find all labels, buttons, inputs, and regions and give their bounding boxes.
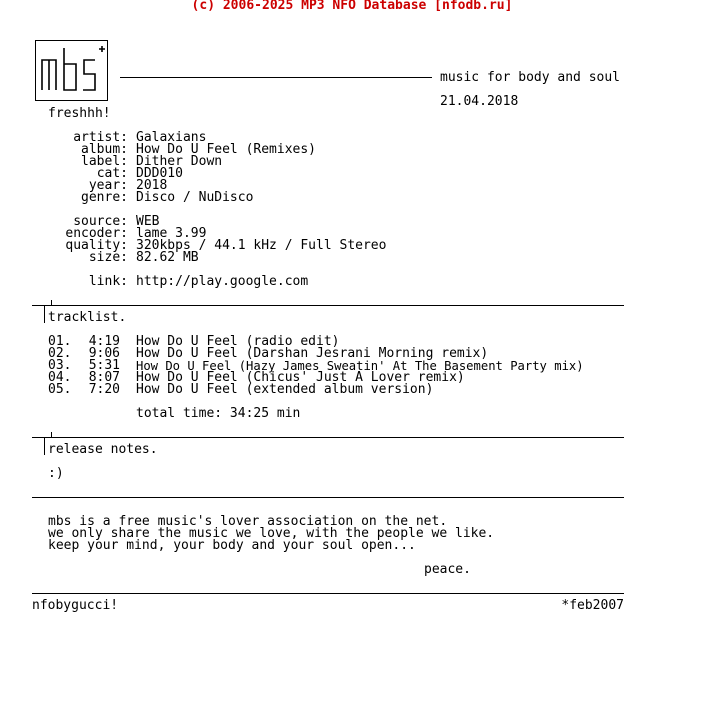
tracklist-rule — [32, 305, 624, 306]
footer-right: *feb2007 — [561, 598, 624, 613]
release-notes-heading: release notes. — [48, 442, 158, 457]
footer-rule — [32, 593, 624, 594]
source-value: WEB — [136, 214, 160, 229]
tagline: music for body and soul — [440, 70, 621, 85]
track-time: 9:06 — [88, 346, 120, 361]
track-title: How Do U Feel (extended album version) — [136, 382, 434, 397]
track-title: How Do U Feel (radio edit) — [136, 334, 340, 349]
track-title: How Do U Feel (Hazy James Sweatin' At The Basement Party mix) — [136, 359, 584, 373]
album-value: How Do U Feel (Remixes) — [136, 142, 317, 157]
link-value[interactable]: http://play.google.com — [136, 274, 309, 289]
tracklist-rule-corner — [44, 306, 45, 323]
encoder-label: encoder: — [65, 226, 128, 241]
quality-value: 320kbps / 44.1 kHz / Full Stereo — [136, 238, 387, 253]
size-label: size: — [88, 250, 128, 265]
about-rule — [32, 497, 624, 498]
encoder-value: lame 3.99 — [136, 226, 207, 241]
release-date: 21.04.2018 — [440, 94, 519, 109]
footer-left: nfobygucci! — [32, 598, 119, 613]
top-rule — [120, 77, 432, 78]
release-notes-rule-corner — [44, 438, 45, 455]
total-time: total time: 34:25 min — [136, 406, 301, 421]
track-number: 04. — [48, 370, 72, 385]
track-time: 4:19 — [88, 334, 120, 349]
track-number: 01. — [48, 334, 72, 349]
cat-value: DDD010 — [136, 166, 183, 181]
greeting: freshhh! — [48, 106, 111, 121]
track-time: 8:07 — [88, 370, 120, 385]
track-number: 05. — [48, 382, 72, 397]
tracklist-rule-tick — [51, 300, 52, 305]
track-title: How Do U Feel (Darshan Jesrani Morning remix) — [136, 346, 489, 361]
site-header: (c) 2006-2025 MP3 NFO Database [nfodb.ru] — [191, 0, 513, 13]
release-notes-rule-tick — [51, 432, 52, 437]
about-line: keep your mind, your body and your soul open... — [48, 538, 416, 553]
quality-label: quality: — [65, 238, 128, 253]
release-notes-body: :) — [48, 466, 64, 481]
source-label: source: — [73, 214, 128, 229]
track-title: How Do U Feel (Chicus' Just A Lover remix) — [136, 370, 465, 385]
genre-value: Disco / NuDisco — [136, 190, 254, 205]
release-notes-rule — [32, 437, 624, 438]
signoff: peace. — [424, 562, 471, 577]
artist-label: artist: — [73, 130, 128, 145]
year-label: year: — [88, 178, 128, 193]
artist-value: Galaxians — [136, 130, 207, 145]
genre-label: genre: — [81, 190, 128, 205]
track-number: 03. — [48, 358, 72, 373]
label-label: label: — [81, 154, 128, 169]
track-time: 7:20 — [88, 382, 120, 397]
cat-label: cat: — [96, 166, 128, 181]
about-line: mbs is a free music's lover association on the net. — [48, 514, 448, 529]
year-value: 2018 — [136, 178, 168, 193]
link-label: link: — [88, 274, 128, 289]
track-number: 02. — [48, 346, 72, 361]
mbs-logo — [35, 40, 108, 101]
album-label: album: — [81, 142, 128, 157]
about-line: we only share the music we love, with the people we like. — [48, 526, 495, 541]
label-value: Dither Down — [136, 154, 223, 169]
size-value: 82.62 MB — [136, 250, 199, 265]
tracklist-heading: tracklist. — [48, 310, 127, 325]
track-time: 5:31 — [88, 358, 120, 373]
